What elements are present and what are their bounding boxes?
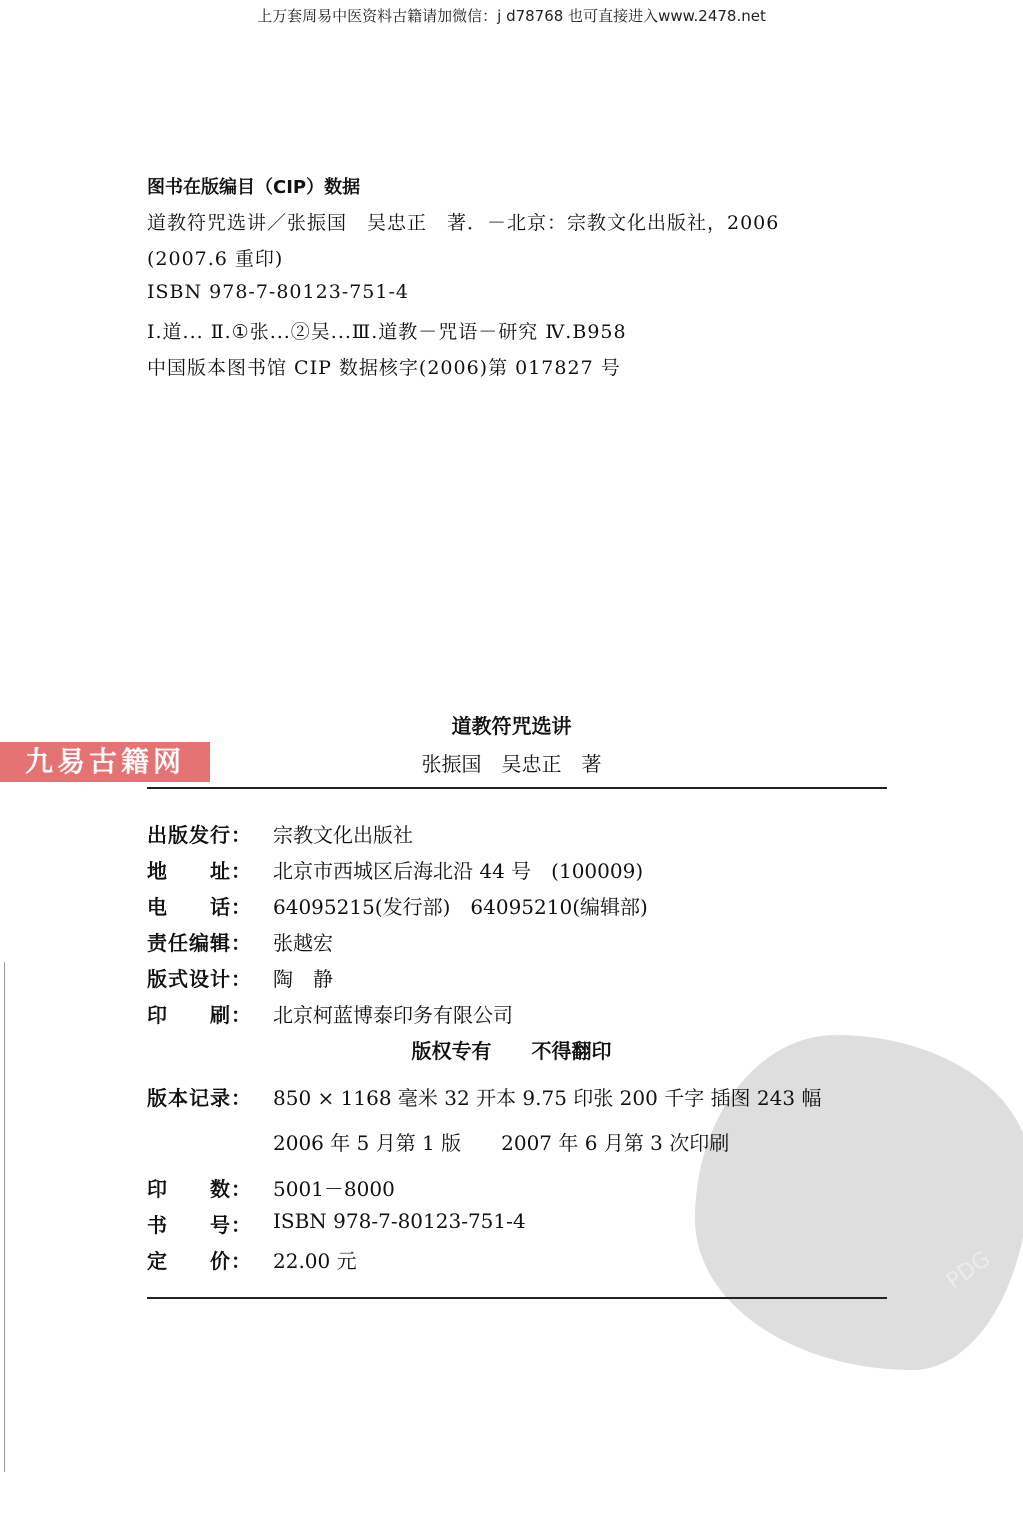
seal-stamp-text: PDG bbox=[942, 1246, 996, 1295]
layout-design-value: 陶 静 bbox=[273, 967, 333, 991]
cip-title: 图书在版编目（CIP）数据 bbox=[147, 177, 361, 198]
editor-value: 张越宏 bbox=[273, 931, 333, 955]
book-number-label: 书 号： bbox=[147, 1213, 252, 1237]
publisher-value: 宗教文化出版社 bbox=[273, 823, 413, 847]
book-authors: 张振国 吴忠正 著 bbox=[421, 752, 602, 776]
cip-line-citation: 道教符咒选讲／张振国 吴忠正 著．－北京：宗教文化出版社，2006 bbox=[147, 212, 780, 234]
bottom-rule bbox=[147, 1297, 887, 1299]
phone-label: 电 话： bbox=[147, 895, 252, 919]
printer-value: 北京柯蓝博泰印务有限公司 bbox=[273, 1003, 513, 1027]
edition-label: 版本记录： bbox=[147, 1086, 252, 1110]
cip-line-record: 中国版本图书馆 CIP 数据核字(2006)第 017827 号 bbox=[147, 357, 621, 379]
top-banner: 上万套周易中医资料古籍请加微信：j d78768 也可直接进入www.2478.net bbox=[257, 7, 766, 25]
printer-label: 印 刷： bbox=[147, 1003, 252, 1027]
phone-value: 64095215(发行部) 64095210(编辑部) bbox=[273, 895, 648, 919]
top-rule bbox=[147, 787, 887, 789]
price-value: 22.00 元 bbox=[273, 1249, 357, 1273]
cip-line-reprint: (2007.6 重印) bbox=[147, 248, 284, 270]
print-run-value: 5001－8000 bbox=[273, 1177, 395, 1201]
address-label: 地 址： bbox=[147, 859, 252, 883]
editor-label: 责任编辑： bbox=[147, 931, 252, 955]
copyright-notice: 版权专有 不得翻印 bbox=[411, 1039, 612, 1063]
publisher-label: 出版发行： bbox=[147, 823, 252, 847]
layout-design-label: 版式设计： bbox=[147, 967, 252, 991]
cip-line-isbn: ISBN 978-7-80123-751-4 bbox=[147, 281, 409, 303]
book-title: 道教符咒选讲 bbox=[451, 714, 572, 738]
print-run-label: 印 数： bbox=[147, 1177, 252, 1201]
edition-dates: 2006 年 5 月第 1 版 2007 年 6 月第 3 次印刷 bbox=[273, 1131, 730, 1155]
price-label: 定 价： bbox=[147, 1249, 252, 1273]
cip-line-classification: Ⅰ.道... Ⅱ.①张...②吴...Ⅲ.道教－咒语－研究 Ⅳ.B958 bbox=[147, 321, 627, 343]
book-number-value: ISBN 978-7-80123-751-4 bbox=[273, 1209, 526, 1233]
address-value: 北京市西城区后海北沿 44 号 (100009) bbox=[273, 859, 644, 883]
edition-format: 850 × 1168 毫米 32 开本 9.75 印张 200 千字 插图 243 幅 bbox=[273, 1086, 822, 1110]
watermark-logo: 九易古籍网 bbox=[0, 742, 210, 782]
